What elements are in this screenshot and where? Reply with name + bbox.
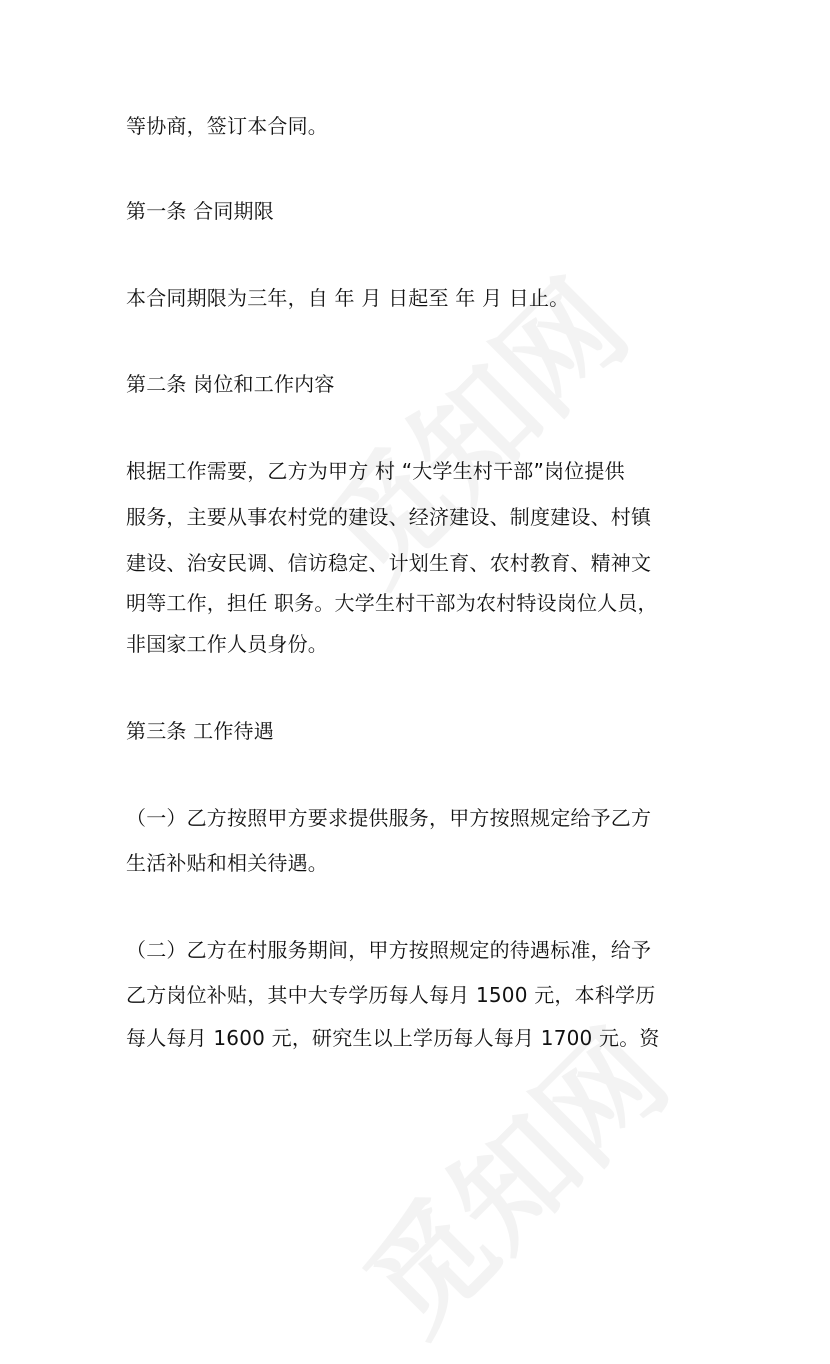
article2-line: 服务，主要从事农村党的建设、经济建设、制度建设、村镇 [126, 505, 652, 529]
article3-item1-line: 生活补贴和相关待遇。 [126, 851, 328, 875]
article3-item2-line: （二）乙方在村服务期间，甲方按照规定的待遇标准，给予 [126, 938, 652, 962]
article2-line: 明等工作，担任 职务。大学生村干部为农村特设岗位人员， [126, 591, 658, 615]
article1-text: 本合同期限为三年，自 年 月 日起至 年 月 日止。 [126, 286, 570, 310]
article3-item1-line: （一）乙方按照甲方要求提供服务，甲方按照规定给予乙方 [126, 806, 652, 830]
article3-heading: 第三条 工作待遇 [126, 719, 274, 743]
article2-line: 建设、治安民调、信访稳定、计划生育、农村教育、精神文 [126, 551, 652, 575]
article1-heading: 第一条 合同期限 [126, 199, 274, 223]
intro-line: 等协商，签订本合同。 [126, 114, 328, 138]
article2-heading: 第二条 岗位和工作内容 [126, 372, 335, 396]
article3-item2-line: 乙方岗位补贴，其中大专学历每人每月 1500 元，本科学历 [126, 983, 656, 1007]
article2-line: 非国家工作人员身份。 [126, 632, 328, 656]
article2-line: 根据工作需要，乙方为甲方 村 “大学生村干部”岗位提供 [126, 459, 625, 483]
article3-item2-line: 每人每月 1600 元，研究生以上学历每人每月 1700 元。资 [126, 1026, 660, 1050]
